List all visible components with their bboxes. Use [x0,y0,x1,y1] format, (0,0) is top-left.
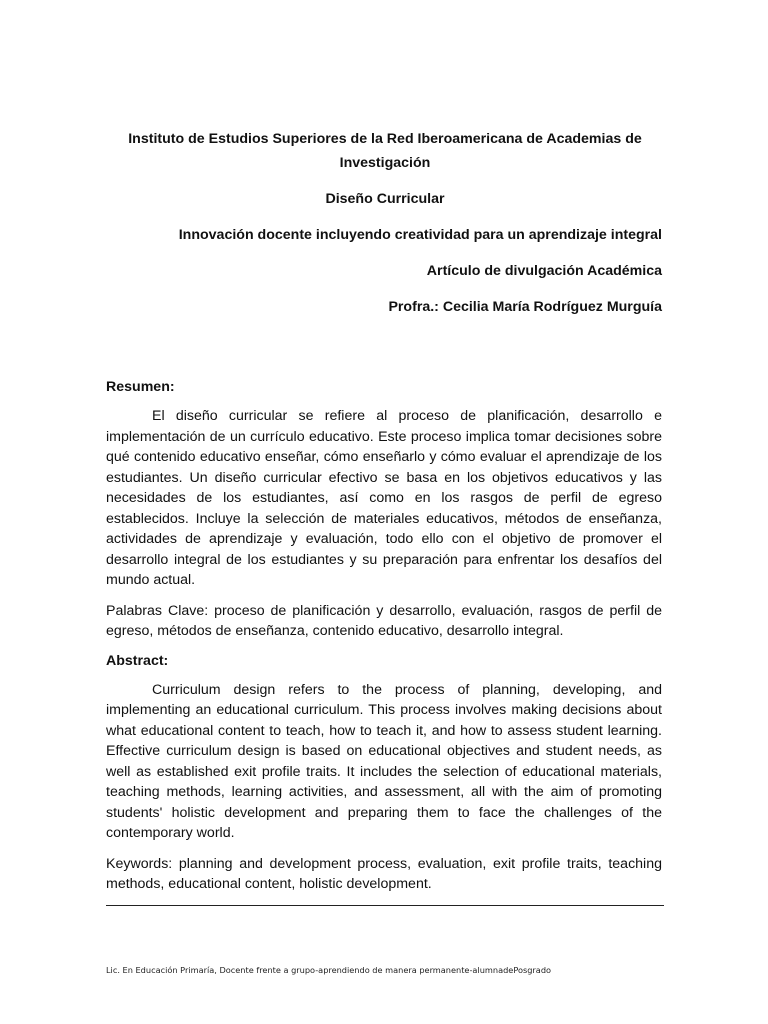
document-header [106,127,664,319]
resumen-heading: Resumen: [106,379,175,395]
footnote: Lic. En Educación Primaría, Docente frente a grupo-aprendiendo de manera permanente-alumnadePosgrado [106,965,552,975]
abstract-paragraph: Curriculum design refers to the process of planning, developing, and implementing an educational curriculum. This process involves making decisions about what educational content to teach, how to teach it, and how to assess student learning. Effective curriculum design is based on educational objectives and student needs, as well as established exit profile traits. It includes the selection of educational materials, teaching methods, learning activities, and assessment, all with the aim of promoting students' holistic development and preparing them to face the challenges of the contemporary world. [106,681,662,841]
author-line: Profra.: Cecilia María Rodríguez Murguía [388,299,662,315]
keywords: Keywords: planning and development process, evaluation, exit profile traits, teaching methods, educational content, holistic development. [106,855,662,892]
abstract-heading: Abstract: [106,652,169,669]
resumen-paragraph: El diseño curricular se refiere al proceso de planificación, desarrollo e implementación de un currículo educativo. Este proceso implica tomar decisiones sobre qué contenido educativo enseñar, cómo enseñarlo y cómo evaluar el aprendizaje de los estudiantes. Un diseño curricular efectivo se basa en los objetivos educativos y las necesidades de los estudiantes, así como en los rasgos de perfil de egreso establecidos. Incluye la selección de materiales educativos, métodos de enseñanza, actividades de aprendizaje y evaluación, todo ello con el objetivo de promover el desarrollo integral de los estudiantes y su preparación para enfrentar los desafíos del mundo actual. [106,408,662,588]
palabras-clave: Palabras Clave: proceso de planificación y desarrollo, evaluación, rasgos de perfil de egreso, métodos de enseñanza, contenido educativo, desarrollo integral. [106,602,662,639]
subject-title: Diseño Curricular [325,191,445,207]
document-body [106,376,662,903]
institute-name-line2: Investigación [339,155,431,171]
article-title: Innovación docente incluyendo creatividad para un aprendizaje integral [178,227,662,243]
article-type: Artículo de divulgación Académica [426,263,662,279]
footnote-divider [106,905,664,906]
institute-name-line1: Instituto de Estudios Superiores de la Red Iberoamericana de Academias de [128,131,642,147]
